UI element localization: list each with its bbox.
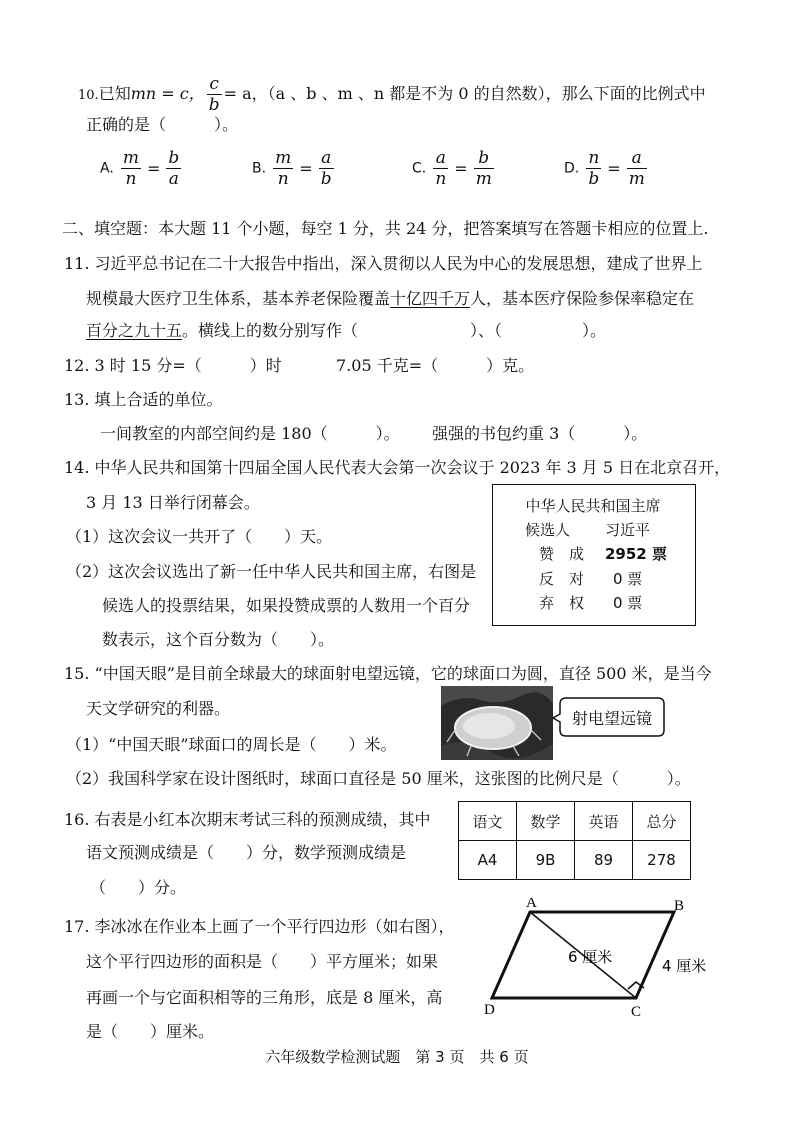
ballot-no-label: 反 对 [539,570,585,588]
option-label: C. [412,160,427,177]
frac-num: a [319,148,334,169]
q11-line2 [86,286,694,309]
q12-part-b: 7.05 千克=（ ）克。 [336,356,535,375]
vertex-label-d: D [484,1002,495,1018]
table-cell: 89 [575,841,633,880]
diagonal-length-label: 6 厘米 [568,948,613,966]
q14-part2-line1: （2）这次会议选出了新一任中华人民共和国主席，右图是 [66,562,477,581]
fast-telescope-photo [441,686,553,760]
q10-expr2: = a，（a 、b 、m 、n 都是不为 0 的自然数），那么下面的比例式中 [223,84,706,103]
q11-line1: 11. 习近平总书记在二十大报告中指出，深入贯彻以人民为中心的发展思想，建成了世界上 [64,254,703,273]
section-heading: 二、填空题：本大题 11 个小题，每空 1 分，共 24 分，把答案填写在答题卡相应的位置上. [62,219,709,238]
frac-num: m [275,148,292,168]
frac-den: m [475,169,492,189]
q11-text: 。横线上的数分别写作（ ）、（ ）。 [182,321,607,340]
option-label: B. [252,160,267,177]
table-cell: 278 [633,841,691,880]
side-length-label: 4 厘米 [662,957,707,975]
q11-text: 人，基本医疗保险参保率稳定在 [470,289,695,308]
q16-line2: 语文预测成绩是（ ）分，数学预测成绩是 [86,843,407,862]
table-cell: 9B [517,841,575,880]
equals-sign: = [299,159,313,178]
ballot-no-count: 0 票 [613,570,643,588]
option-left-fraction [586,148,601,189]
option-left-fraction [433,148,448,189]
option-label: D. [564,160,580,177]
score-table [458,801,691,880]
q10-option-a[interactable] [100,148,183,189]
ballot-yes-label: 赞 成 [539,545,585,563]
ballot-abstain-label: 弃 权 [539,594,585,612]
option-left-fraction [121,148,141,189]
q10-line1 [78,72,706,116]
frac-den: n [125,169,137,189]
frac-den: n [435,169,447,189]
q17-line2: 这个平行四边形的面积是（ ）平方厘米；如果 [86,952,439,971]
frac-den: b [588,169,600,189]
q14-line2: 3 月 13 日举行闭幕会。 [86,493,260,512]
q10-intro: 已知 [98,84,131,103]
table-header-cell: 总分 [633,802,691,841]
q12-part-a: 12. 3 时 15 分=（ ）时 [64,356,282,375]
frac-den: a [168,169,179,189]
vertex-label-c: C [631,1004,642,1020]
ballot-result-box [492,484,696,626]
equals-sign: = [607,159,621,178]
q10-number: 10. [78,88,99,103]
q14-part2-line3: 数表示，这个百分数为（ ）。 [102,630,335,649]
q16-line3: （ ）分。 [90,878,187,897]
q10-frac-num: c [207,74,222,95]
equals-sign: = [147,159,161,178]
table-header-row [459,802,691,841]
q17-line1: 17. 李冰冰在作业本上画了一个平行四边形（如右图）， [64,917,455,936]
q11-underlined-percent: 百分之九十五 [86,321,183,340]
table-header-cell: 语文 [459,802,517,841]
q17-line4: 是（ ）厘米。 [86,1022,215,1041]
vertex-label-b: B [674,898,685,914]
q15-line1: 15. “中国天眼”是目前全球最大的球面射电望远镜，它的球面口为圆，直径 500 米，是当今 [64,664,712,683]
q14-part1: （1）这次会议一共开了（ ）天。 [66,527,333,546]
option-right-fraction [627,148,647,189]
q10-fraction [207,74,222,115]
option-right-fraction [474,148,494,189]
frac-den: b [320,169,332,189]
q14-part2-line2: 候选人的投票结果，如果投赞成票的人数用一个百分 [102,596,471,615]
parallelogram-figure [478,898,728,1028]
vertex-label-a: A [526,898,537,911]
table-header-cell: 英语 [575,802,633,841]
frac-den: m [628,169,645,189]
option-right-fraction [166,148,181,189]
callout-text: 射电望远镜 [572,709,653,728]
option-label: A. [100,160,114,177]
q11-underlined-number: 十亿四千万 [390,289,471,308]
q11-line3 [86,318,606,341]
ballot-candidate-label: 候选人 [525,521,571,539]
frac-num: a [627,148,647,169]
equals-sign: = [454,159,468,178]
frac-den: n [277,169,289,189]
q13-line1: 13. 填上合适的单位。 [64,390,223,409]
q10-option-d[interactable] [564,148,649,189]
q13-part-a: 一间教室的内部空间约是 180（ ）。 [100,424,400,443]
ballot-yes-count: 2952 票 [605,545,667,563]
table-header-cell: 数学 [517,802,575,841]
option-left-fraction [273,148,293,189]
table-cell: A4 [459,841,517,880]
q17-line3: 再画一个与它面积相等的三角形，底是 8 厘米，高 [86,988,443,1007]
q10-line2: 正确的是（ ）。 [86,115,239,134]
telescope-illustration [441,686,553,760]
q13-part-b: 强强的书包约重 3（ ）。 [432,424,648,443]
q15-part2: （2）我国科学家在设计图纸时，球面口直径是 50 厘米，这张图的比例尺是（ ）。 [66,769,691,788]
frac-num: b [168,148,180,168]
q15-line2: 天文学研究的利器。 [86,699,231,718]
q16-line1: 16. 右表是小红本次期末考试三科的预测成绩，其中 [64,810,431,829]
q10-option-c[interactable] [412,148,496,189]
q15-part1: （1）“中国天眼”球面口的周长是（ ）米。 [66,735,397,754]
option-right-fraction [319,148,334,189]
ballot-title: 中华人民共和国主席 [525,497,661,515]
frac-num: b [474,148,494,169]
frac-num: m [122,148,139,168]
q14-line1: 14. 中华人民共和国第十四届全国人民代表大会第一次会议于 2023 年 3 月 5 日在北京召开， [64,458,731,477]
frac-num: n [588,148,600,168]
q11-text: 规模最大医疗卫生体系，基本养老保险覆盖 [86,289,391,308]
table-row [459,841,691,880]
q10-frac-den: b [208,95,220,115]
frac-num: a [433,148,448,169]
q10-option-b[interactable] [252,148,336,189]
page-footer: 六年级数学检测试题 第 3 页 共 6 页 [265,1048,529,1066]
ballot-abstain-count: 0 票 [613,594,643,612]
ballot-candidate-name: 习近平 [605,521,651,539]
q10-expr1: mn = c， [130,84,205,103]
